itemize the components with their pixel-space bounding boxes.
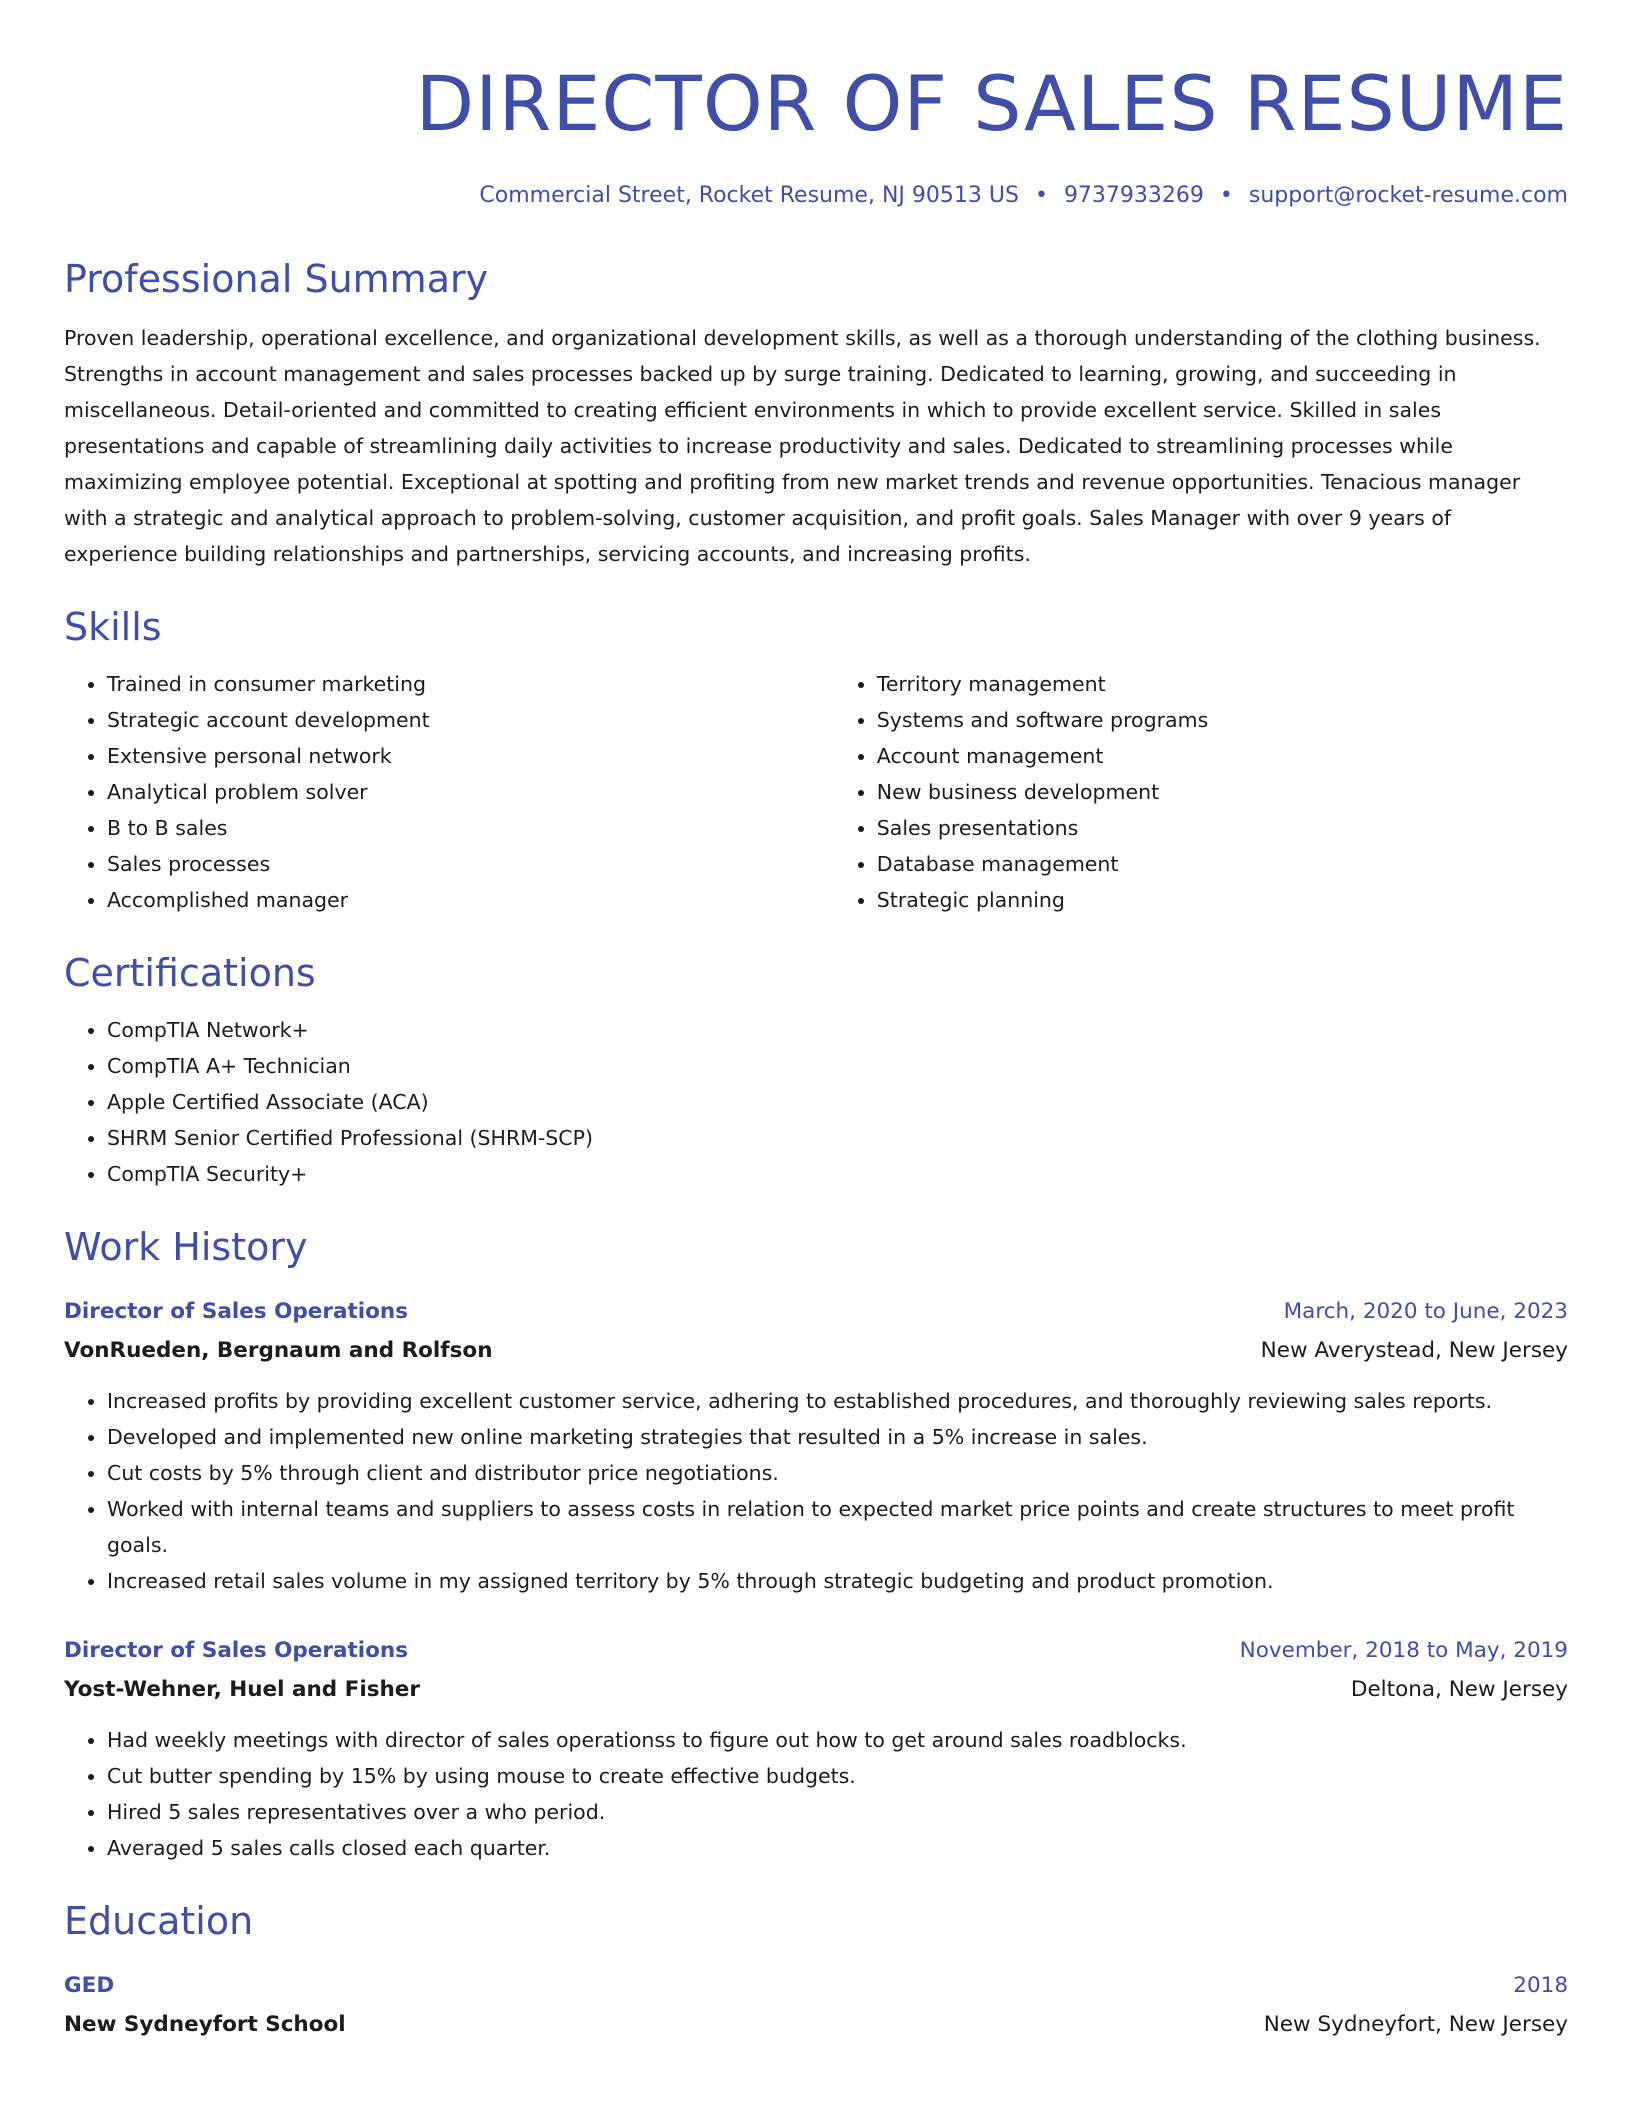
job-company-row [64, 1333, 1568, 1369]
job-company-row [64, 1672, 1568, 1708]
job-company: VonRueden, Bergnaum and Rolfson [64, 1338, 493, 1363]
summary-section [64, 254, 1568, 572]
job-location: New Averystead, New Jersey [1260, 1338, 1568, 1363]
contact-separator: • [1034, 183, 1048, 208]
list-item: • Hired 5 sales representatives over a who period. [107, 1794, 1568, 1830]
job-company: Yost-Wehner, Huel and Fisher [64, 1677, 420, 1702]
contact-line [64, 180, 1568, 212]
list-item: • CompTIA Security+ [107, 1156, 1568, 1192]
job-dates: March, 2020 to June, 2023 [1283, 1299, 1568, 1324]
section-title-education: Education [64, 1899, 254, 1943]
job-title: Director of Sales Operations [64, 1638, 408, 1663]
job-title: Director of Sales Operations [64, 1299, 408, 1324]
section-title-summary: Professional Summary [64, 257, 489, 301]
skills-section [64, 602, 1568, 918]
section-title-certifications: Certifications [64, 951, 316, 995]
contact-phone: 9737933269 [1063, 183, 1204, 208]
list-item: • New business development [877, 774, 1568, 810]
education-section [64, 1896, 1568, 2043]
resume-title: DIRECTOR OF SALES RESUME [415, 59, 1568, 148]
list-item: • Apple Certified Associate (ACA) [107, 1084, 1568, 1120]
resume-header [64, 0, 1568, 212]
list-item: • Worked with internal teams and suppliers to assess costs in relation to expected market price points and create structures to meet profit goals. [107, 1491, 1568, 1563]
job-dates: November, 2018 to May, 2019 [1239, 1638, 1568, 1663]
list-item: • Account management [877, 738, 1568, 774]
list-item: • Analytical problem solver [107, 774, 834, 810]
section-title-skills: Skills [64, 605, 162, 649]
list-item: • B to B sales [107, 810, 834, 846]
list-item: • Trained in consumer marketing [107, 666, 834, 702]
list-item: • Strategic planning [877, 882, 1568, 918]
skills-list-left [64, 666, 834, 918]
list-item: • SHRM Senior Certified Professional (SHRM-SCP) [107, 1120, 1568, 1156]
list-item: • Cut butter spending by 15% by using mouse to create effective budgets. [107, 1758, 1568, 1794]
list-item: • Had weekly meetings with director of sales operationss to figure out how to get around sales roadblocks. [107, 1722, 1568, 1758]
list-item: • Database management [877, 846, 1568, 882]
education-location: New Sydneyfort, New Jersey [1263, 2012, 1568, 2037]
job-header-row [64, 1294, 1568, 1330]
job-entry [64, 1633, 1568, 1866]
list-item: • Averaged 5 sales calls closed each quarter. [107, 1830, 1568, 1866]
job-location: Deltona, New Jersey [1350, 1677, 1568, 1702]
list-item: • Increased profits by providing excellent customer service, adhering to established procedures, and thoroughly reviewing sales reports. [107, 1383, 1568, 1419]
education-school: New Sydneyfort School [64, 2012, 346, 2037]
section-title-work-history: Work History [64, 1225, 308, 1269]
list-item: • Developed and implemented new online marketing strategies that resulted in a 5% increase in sales. [107, 1419, 1568, 1455]
list-item: • Sales processes [107, 846, 834, 882]
list-item: • Extensive personal network [107, 738, 834, 774]
list-item: • CompTIA Network+ [107, 1012, 1568, 1048]
education-year: 2018 [1513, 1973, 1568, 1998]
list-item: • Strategic account development [107, 702, 834, 738]
list-item: • Sales presentations [877, 810, 1568, 846]
certifications-section [64, 948, 1568, 1192]
summary-text: Proven leadership, operational excellence, and organizational development skills, as well as a thorough understanding of the clothing business. Strengths in account management and sales processes backed up by surge training. Dedicated to learning, growing, and succeeding in miscellaneous. Detail-oriented and committed to creating efficient environments in which to provide excellent service. Skilled in sales presentations and capable of streamlining daily activities to increase productivity and sales. Dedicated to streamlining processes while maximizing employee potential. Exceptional at spotting and profiting from new market trends and revenue opportunities. Tenacious manager with a strategic and analytical approach to problem-solving, customer acquisition, and profit goals. Sales Manager with over 9 years of experience building relationships and partnerships, servicing accounts, and increasing profits. [64, 326, 1541, 566]
job-entry [64, 1294, 1568, 1599]
contact-separator: • [1219, 183, 1233, 208]
skills-list-right [834, 666, 1568, 918]
job-bullets [64, 1383, 1568, 1599]
list-item: • Territory management [877, 666, 1568, 702]
education-degree: GED [64, 1973, 115, 1998]
job-bullets [64, 1722, 1568, 1866]
list-item: • Increased retail sales volume in my assigned territory by 5% through strategic budgeting and product promotion. [107, 1563, 1568, 1599]
list-item: • Systems and software programs [877, 702, 1568, 738]
list-item: • CompTIA A+ Technician [107, 1048, 1568, 1084]
job-header-row [64, 1633, 1568, 1669]
education-header-row [64, 1968, 1568, 2004]
skills-grid [64, 666, 1568, 918]
certifications-list [64, 1012, 1568, 1192]
list-item: • Accomplished manager [107, 882, 834, 918]
education-school-row [64, 2007, 1568, 2043]
contact-address: Commercial Street, Rocket Resume, NJ 90513 US [479, 183, 1019, 208]
work-history-section [64, 1222, 1568, 1866]
list-item: • Cut costs by 5% through client and distributor price negotiations. [107, 1455, 1568, 1491]
education-entry [64, 1968, 1568, 2043]
contact-email: support@rocket-resume.com [1248, 183, 1568, 208]
